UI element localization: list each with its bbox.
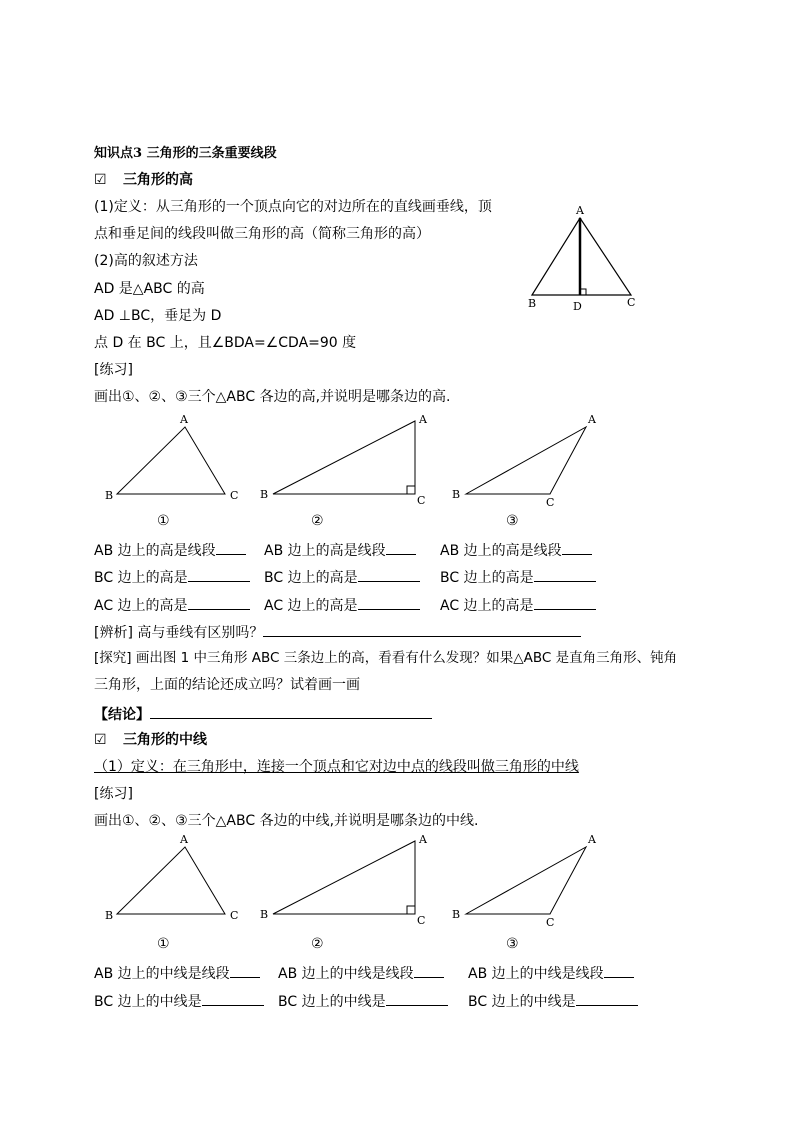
altitude-statement-1: AD 是△ABC 的高 [94, 281, 205, 297]
altitude-triangle-3 [448, 410, 608, 510]
answer-blank[interactable] [534, 567, 596, 582]
altitude-q-ac-1: AC 边上的高是 [94, 595, 250, 615]
answer-blank[interactable] [202, 991, 264, 1006]
checkbox-icon: ☑ [94, 172, 107, 188]
answer-blank[interactable] [534, 595, 596, 610]
answer-blank[interactable] [263, 622, 581, 637]
discern-question: [辨析] 高与垂线有区别吗？ [94, 622, 581, 642]
answer-blank[interactable] [358, 595, 420, 610]
m1-label-c: C [230, 909, 239, 922]
median-number-1: ① [157, 936, 170, 952]
label-c: C [627, 296, 636, 309]
altitude-diagram [520, 200, 650, 313]
answer-blank[interactable] [386, 991, 448, 1006]
t3-label-a: A [588, 413, 596, 426]
m1-label-b: B [105, 909, 114, 922]
t3-label-c: C [546, 496, 555, 509]
answer-blank[interactable] [230, 963, 260, 978]
answer-blank[interactable] [414, 963, 444, 978]
median-heading-text: 三角形的中线 [123, 732, 208, 748]
answer-blank[interactable] [150, 704, 432, 719]
median-triangle-3 [448, 830, 608, 930]
altitude-q-bc-1: BC 边上的高是 [94, 567, 250, 587]
m1-label-a: A [180, 833, 188, 846]
altitude-q-ac-2: AC 边上的高是 [264, 595, 420, 615]
altitude-q-ab-3: AB 边上的高是线段 [440, 540, 592, 560]
altitude-definition-line1: (1)定义：从三角形的一个顶点向它的对边所在的直线画垂线，顶 [94, 199, 492, 215]
t1-label-c: C [230, 489, 239, 502]
altitude-q-ab-2: AB 边上的高是线段 [264, 540, 416, 560]
t1-label-a: A [180, 413, 188, 426]
altitude-definition-line2: 点和垂足间的线段叫做三角形的高（简称三角形的高） [94, 226, 430, 242]
m3-label-c: C [546, 916, 555, 929]
altitude-task: 画出①、②、③三个△ABC 各边的高,并说明是哪条边的高. [94, 389, 451, 405]
median-definition: （1）定义：在三角形中，连接一个顶点和它对边中点的线段叫做三角形的中线 [94, 759, 579, 775]
altitude-heading-text: 三角形的高 [123, 172, 194, 188]
median-heading [94, 731, 207, 749]
m3-label-a: A [588, 833, 596, 846]
answer-blank[interactable] [604, 963, 634, 978]
t2-label-c: C [417, 494, 426, 507]
t2-label-b: B [260, 488, 269, 501]
altitude-q-ac-3: AC 边上的高是 [440, 595, 596, 615]
altitude-q-bc-3: BC 边上的高是 [440, 567, 596, 587]
altitude-statement-2: AD ⊥BC，垂足为 D [94, 308, 222, 324]
answer-blank[interactable] [188, 567, 250, 582]
m2-label-c: C [417, 914, 426, 927]
m2-label-b: B [260, 908, 269, 921]
label-b: B [528, 297, 537, 310]
median-task: 画出①、②、③三个△ABC 各边的中线,并说明是哪条边的中线. [94, 813, 479, 829]
altitude-statement-3: 点 D 在 BC 上，且∠BDA=∠CDA=90 度 [94, 335, 357, 351]
t2-label-a: A [419, 413, 427, 426]
section-title: 知识点3 三角形的三条重要线段 [94, 146, 277, 161]
explore-line-1: [探究] 画出图 1 中三角形 ABC 三条边上的高，看看有什么发现？如果△ABC 是直角三角形、钝角 [94, 650, 678, 666]
altitude-diagram-triangle [532, 218, 631, 295]
answer-blank[interactable] [216, 540, 246, 555]
t1-label-b: B [105, 489, 114, 502]
answer-blank[interactable] [386, 540, 416, 555]
altitude-practice-label: [练习] [94, 362, 133, 378]
altitude-triangle-2 [255, 410, 445, 510]
altitude-q-bc-2: BC 边上的高是 [264, 567, 420, 587]
checkbox-icon: ☑ [94, 732, 107, 748]
m2-label-a: A [419, 833, 427, 846]
median-q-bc-1: BC 边上的中线是 [94, 991, 264, 1011]
conclusion: 【结论】 [94, 704, 432, 724]
altitude-heading [94, 171, 193, 189]
median-practice-label: [练习] [94, 786, 133, 802]
m3-label-b: B [452, 908, 461, 921]
altitude-triangle-1 [100, 410, 250, 510]
label-a: A [576, 204, 584, 217]
answer-blank[interactable] [576, 991, 638, 1006]
answer-blank[interactable] [188, 595, 250, 610]
t3-label-b: B [452, 488, 461, 501]
median-number-2: ② [311, 936, 324, 952]
median-q-ab-2: AB 边上的中线是线段 [278, 963, 444, 983]
answer-blank[interactable] [358, 567, 420, 582]
median-triangle-1 [100, 830, 250, 930]
altitude-q-ab-1: AB 边上的高是线段 [94, 540, 246, 560]
altitude-method-title: (2)高的叙述方法 [94, 253, 198, 269]
altitude-number-1: ① [157, 513, 170, 529]
altitude-number-3: ③ [506, 513, 519, 529]
altitude-number-2: ② [311, 513, 324, 529]
median-q-ab-3: AB 边上的中线是线段 [468, 963, 634, 983]
label-d: D [573, 300, 582, 313]
explore-line-2: 三角形，上面的结论还成立吗？试着画一画 [94, 677, 360, 693]
median-triangle-2 [255, 830, 445, 930]
median-number-3: ③ [506, 936, 519, 952]
median-q-bc-3: BC 边上的中线是 [468, 991, 638, 1011]
median-q-bc-2: BC 边上的中线是 [278, 991, 448, 1011]
median-q-ab-1: AB 边上的中线是线段 [94, 963, 260, 983]
answer-blank[interactable] [562, 540, 592, 555]
